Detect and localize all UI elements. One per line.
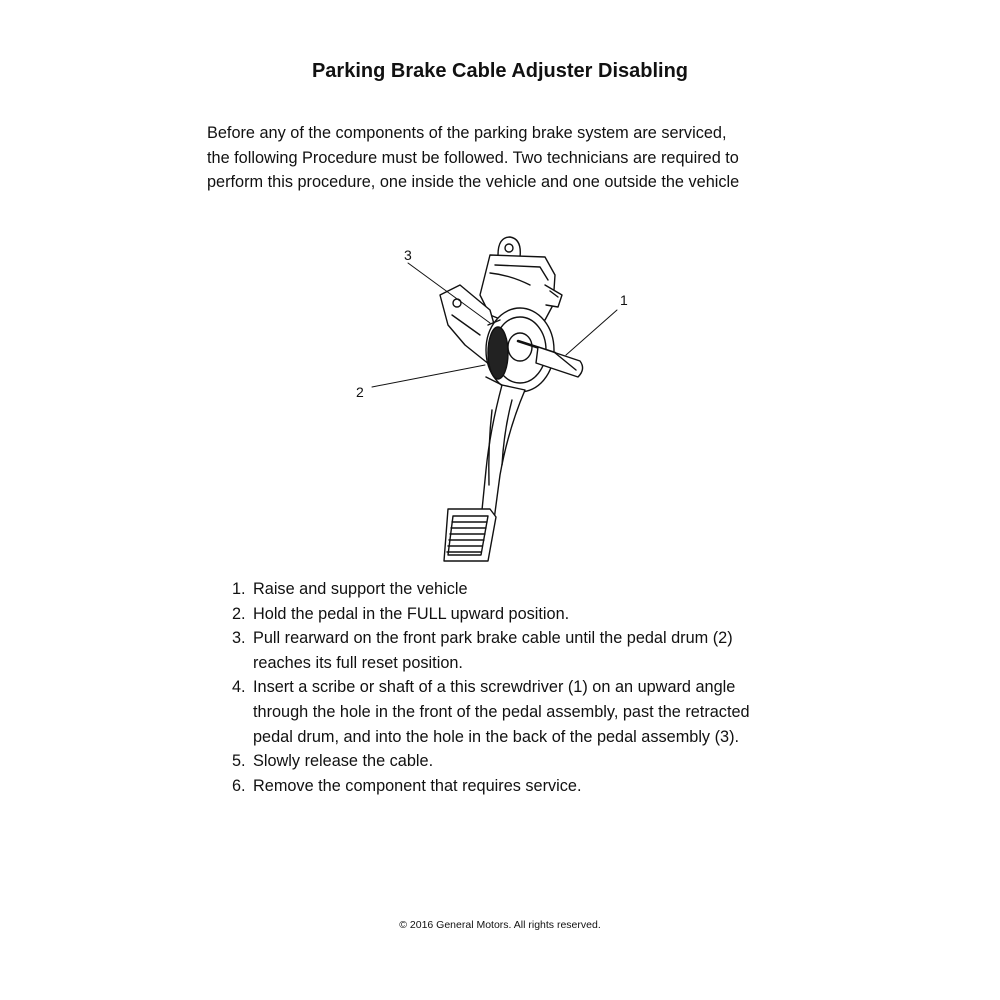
step-text: reaches its full reset position. (253, 653, 463, 672)
step-number: 3. (232, 629, 246, 648)
step-text: Remove the component that requires service. (253, 776, 582, 795)
intro-line: perform this procedure, one inside the vehicle and one outside the vehicle (207, 173, 740, 191)
callout-2: 2 (356, 384, 364, 400)
callout-3: 3 (404, 247, 412, 263)
step-text: Pull rearward on the front park brake cable until the pedal drum (2) (253, 629, 733, 648)
intro-paragraph (207, 121, 807, 195)
pedal-pad (444, 509, 496, 561)
step-number: 6. (232, 776, 246, 795)
procedure-step (232, 602, 832, 627)
step-text: Slowly release the cable. (253, 752, 434, 771)
mounting-tab (498, 237, 520, 257)
procedure-steps (232, 577, 832, 798)
step-text: Hold the pedal in the FULL upward position. (253, 604, 570, 623)
step-number: 5. (232, 752, 246, 771)
pedal-arm (482, 385, 525, 520)
step-text: Raise and support the vehicle (253, 580, 468, 598)
step-number: 1. (232, 580, 246, 598)
callout-1: 1 (620, 292, 628, 308)
step-number: 2. (232, 604, 246, 623)
step-text: Insert a scribe or shaft of a this screwdriver (1) on an upward angle (253, 678, 736, 697)
intro-line: Before any of the components of the parking brake system are serviced, (207, 124, 727, 142)
procedure-step (232, 626, 832, 675)
procedure-step (232, 577, 832, 602)
step-text: through the hole in the front of the pedal assembly, past the retracted (253, 702, 750, 721)
procedure-step (232, 774, 832, 799)
procedure-step (232, 749, 832, 774)
copyright-notice: © 2016 General Motors. All rights reserved. (399, 919, 601, 931)
parking-brake-pedal-figure (340, 225, 640, 570)
procedure-step (232, 675, 832, 749)
step-text: pedal drum, and into the hole in the back of the pedal assembly (3). (253, 727, 740, 746)
page-title: Parking Brake Cable Adjuster Disabling (311, 60, 689, 82)
intro-line: the following Procedure must be followed. Two technicians are required to (207, 148, 739, 167)
step-number: 4. (232, 678, 246, 697)
